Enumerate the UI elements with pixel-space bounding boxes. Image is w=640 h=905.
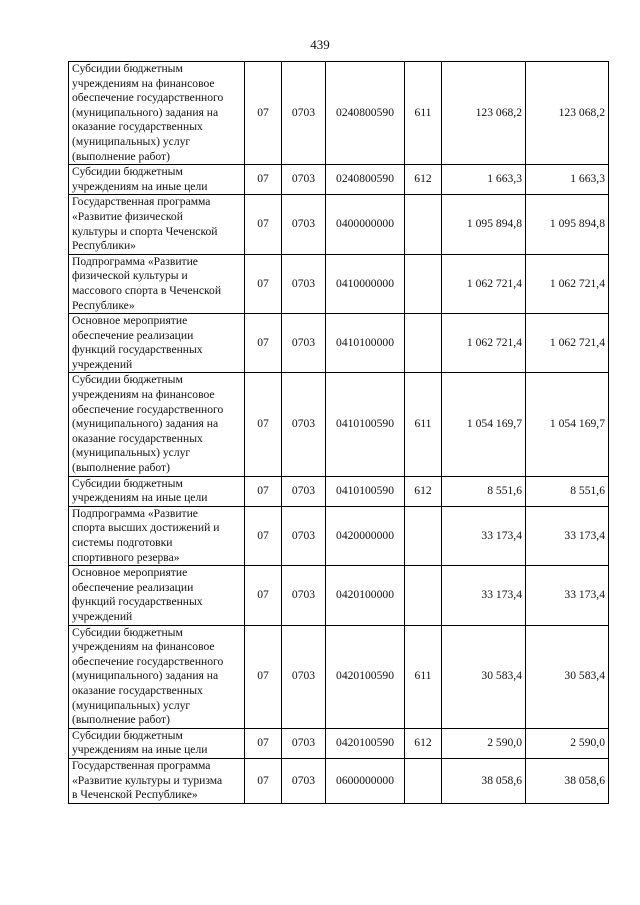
table-row [69,506,609,565]
item-name-line: (выполнение работ) [72,149,170,163]
amount-cell-1: 38 058,6 [442,758,526,803]
item-name-line: обеспечение реализации [72,580,194,594]
expense-type-cell [405,506,442,565]
item-name-line: обеспечение государственного [72,654,224,668]
item-name-line: Республики» [72,239,136,253]
amount-cell-2: 1 663,3 [526,165,609,195]
expense-type-cell [405,314,442,373]
item-name-line: (муниципального) задания на [72,417,219,431]
item-name-line: спортивного резерва» [72,550,180,564]
item-name-line: Государственная программа [72,758,211,772]
expense-type-cell [405,254,442,313]
item-name-line: (муниципальных) услуг [72,698,191,712]
amount-cell-2: 2 590,0 [526,728,609,758]
section-code-cell: 07 [245,506,282,565]
item-name-cell [69,254,245,313]
target-article-cell: 0240800590 [326,165,405,195]
item-name-line: оказание государственных [72,120,203,134]
subsection-code-cell: 0703 [282,506,326,565]
expense-type-cell [405,195,442,254]
subsection-code-cell: 0703 [282,566,326,625]
item-name-line: спорта высших достижений и [72,521,220,535]
item-name-line: в Чеченской Республике» [72,788,198,802]
item-name-line: Подпрограмма «Развитие [72,506,198,520]
item-name-line: учреждениям на финансовое [72,640,215,654]
subsection-code-cell: 0703 [282,758,326,803]
expense-type-cell: 612 [405,165,442,195]
item-name-line: учреждений [72,357,133,371]
table-row [69,728,609,758]
item-name-line: Основное мероприятие [72,566,188,580]
item-name-line: Основное мероприятие [72,314,188,328]
table-row [69,476,609,506]
amount-cell-2: 33 173,4 [526,566,609,625]
expense-type-cell [405,566,442,625]
target-article-cell: 0400000000 [326,195,405,254]
subsection-code-cell: 0703 [282,195,326,254]
table-row [69,566,609,625]
item-name-line: учреждениям на иные цели [72,491,208,505]
item-name-line: учреждениям на финансовое [72,388,215,402]
section-code-cell: 07 [245,625,282,728]
target-article-cell: 0420100000 [326,566,405,625]
item-name-cell [69,314,245,373]
amount-cell-1: 1 062 721,4 [442,314,526,373]
budget-table [68,61,609,804]
amount-cell-1: 8 551,6 [442,476,526,506]
amount-cell-2: 30 583,4 [526,625,609,728]
item-name-line: Подпрограмма «Развитие [72,254,198,268]
subsection-code-cell: 0703 [282,728,326,758]
subsection-code-cell: 0703 [282,476,326,506]
item-name-line: (муниципальных) услуг [72,134,191,148]
section-code-cell: 07 [245,62,282,165]
item-name-line: оказание государственных [72,683,203,697]
item-name-line: «Развитие физической [72,209,183,223]
target-article-cell: 0420100590 [326,625,405,728]
target-article-cell: 0240800590 [326,62,405,165]
amount-cell-1: 1 663,3 [442,165,526,195]
subsection-code-cell: 0703 [282,62,326,165]
section-code-cell: 07 [245,566,282,625]
subsection-code-cell: 0703 [282,625,326,728]
expense-type-cell [405,758,442,803]
item-name-line: оказание государственных [72,431,203,445]
table-row [69,373,609,476]
subsection-code-cell: 0703 [282,373,326,476]
item-name-line: учреждениям на иные цели [72,743,208,757]
section-code-cell: 07 [245,195,282,254]
item-name-line: (выполнение работ) [72,461,170,475]
target-article-cell: 0420000000 [326,506,405,565]
target-article-cell: 0410000000 [326,254,405,313]
item-name-line: (муниципального) задания на [72,105,219,119]
item-name-line: системы подготовки [72,536,173,549]
table-row [69,314,609,373]
section-code-cell: 07 [245,476,282,506]
item-name-cell [69,373,245,476]
item-name-line: обеспечение государственного [72,402,224,416]
item-name-line: Субсидии бюджетным [72,165,183,179]
amount-cell-1: 123 068,2 [442,62,526,165]
item-name-cell [69,62,245,165]
target-article-cell: 0410100590 [326,373,405,476]
item-name-cell [69,625,245,728]
item-name-cell [69,195,245,254]
amount-cell-1: 1 054 169,7 [442,373,526,476]
page-number: 439 [310,37,330,52]
item-name-line: учреждениям на финансовое [72,76,215,90]
table-row [69,195,609,254]
item-name-line: (муниципальных) услуг [72,446,191,460]
target-article-cell: 0420100590 [326,728,405,758]
section-code-cell: 07 [245,314,282,373]
section-code-cell: 07 [245,758,282,803]
item-name-line: Субсидии бюджетным [72,62,183,75]
item-name-line: массового спорта в Чеченской [72,283,222,297]
amount-cell-1: 1 095 894,8 [442,195,526,254]
amount-cell-2: 1 062 721,4 [526,254,609,313]
amount-cell-2: 1 095 894,8 [526,195,609,254]
subsection-code-cell: 0703 [282,254,326,313]
expense-type-cell: 611 [405,62,442,165]
item-name-line: культуры и спорта Чеченской [72,224,218,238]
item-name-line: физической культуры и [72,269,188,283]
item-name-cell [69,728,245,758]
table-row [69,62,609,165]
item-name-cell [69,506,245,565]
section-code-cell: 07 [245,165,282,195]
table-row [69,625,609,728]
item-name-cell [69,566,245,625]
amount-cell-1: 33 173,4 [442,506,526,565]
subsection-code-cell: 0703 [282,314,326,373]
amount-cell-2: 33 173,4 [526,506,609,565]
item-name-cell [69,758,245,803]
item-name-line: Субсидии бюджетным [72,728,183,742]
item-name-cell [69,476,245,506]
section-code-cell: 07 [245,254,282,313]
item-name-line: Государственная программа [72,195,211,209]
amount-cell-1: 33 173,4 [442,566,526,625]
item-name-line: обеспечение реализации [72,328,194,342]
item-name-line: функций государственных [72,343,203,357]
amount-cell-2: 1 054 169,7 [526,373,609,476]
item-name-line: Субсидии бюджетным [72,476,183,490]
expense-type-cell: 612 [405,728,442,758]
item-name-cell [69,165,245,195]
item-name-line: (муниципального) задания на [72,669,219,683]
target-article-cell: 0600000000 [326,758,405,803]
amount-cell-2: 8 551,6 [526,476,609,506]
item-name-line: функций государственных [72,595,203,609]
section-code-cell: 07 [245,373,282,476]
table-row [69,165,609,195]
target-article-cell: 0410100590 [326,476,405,506]
table-body [69,62,609,804]
item-name-line: «Развитие культуры и туризма [72,773,223,787]
item-name-line: Республике» [72,298,135,312]
amount-cell-2: 123 068,2 [526,62,609,165]
amount-cell-2: 1 062 721,4 [526,314,609,373]
item-name-line: Субсидии бюджетным [72,625,183,639]
item-name-line: (выполнение работ) [72,713,170,727]
item-name-line: обеспечение государственного [72,91,224,105]
item-name-line: учреждений [72,609,133,623]
amount-cell-1: 1 062 721,4 [442,254,526,313]
subsection-code-cell: 0703 [282,165,326,195]
table-row [69,254,609,313]
expense-type-cell: 612 [405,476,442,506]
target-article-cell: 0410100000 [326,314,405,373]
amount-cell-1: 30 583,4 [442,625,526,728]
table-row [69,758,609,803]
item-name-line: Субсидии бюджетным [72,373,183,387]
expense-type-cell: 611 [405,373,442,476]
section-code-cell: 07 [245,728,282,758]
item-name-line: учреждениям на иные цели [72,179,208,193]
expense-type-cell: 611 [405,625,442,728]
amount-cell-2: 38 058,6 [526,758,609,803]
amount-cell-1: 2 590,0 [442,728,526,758]
